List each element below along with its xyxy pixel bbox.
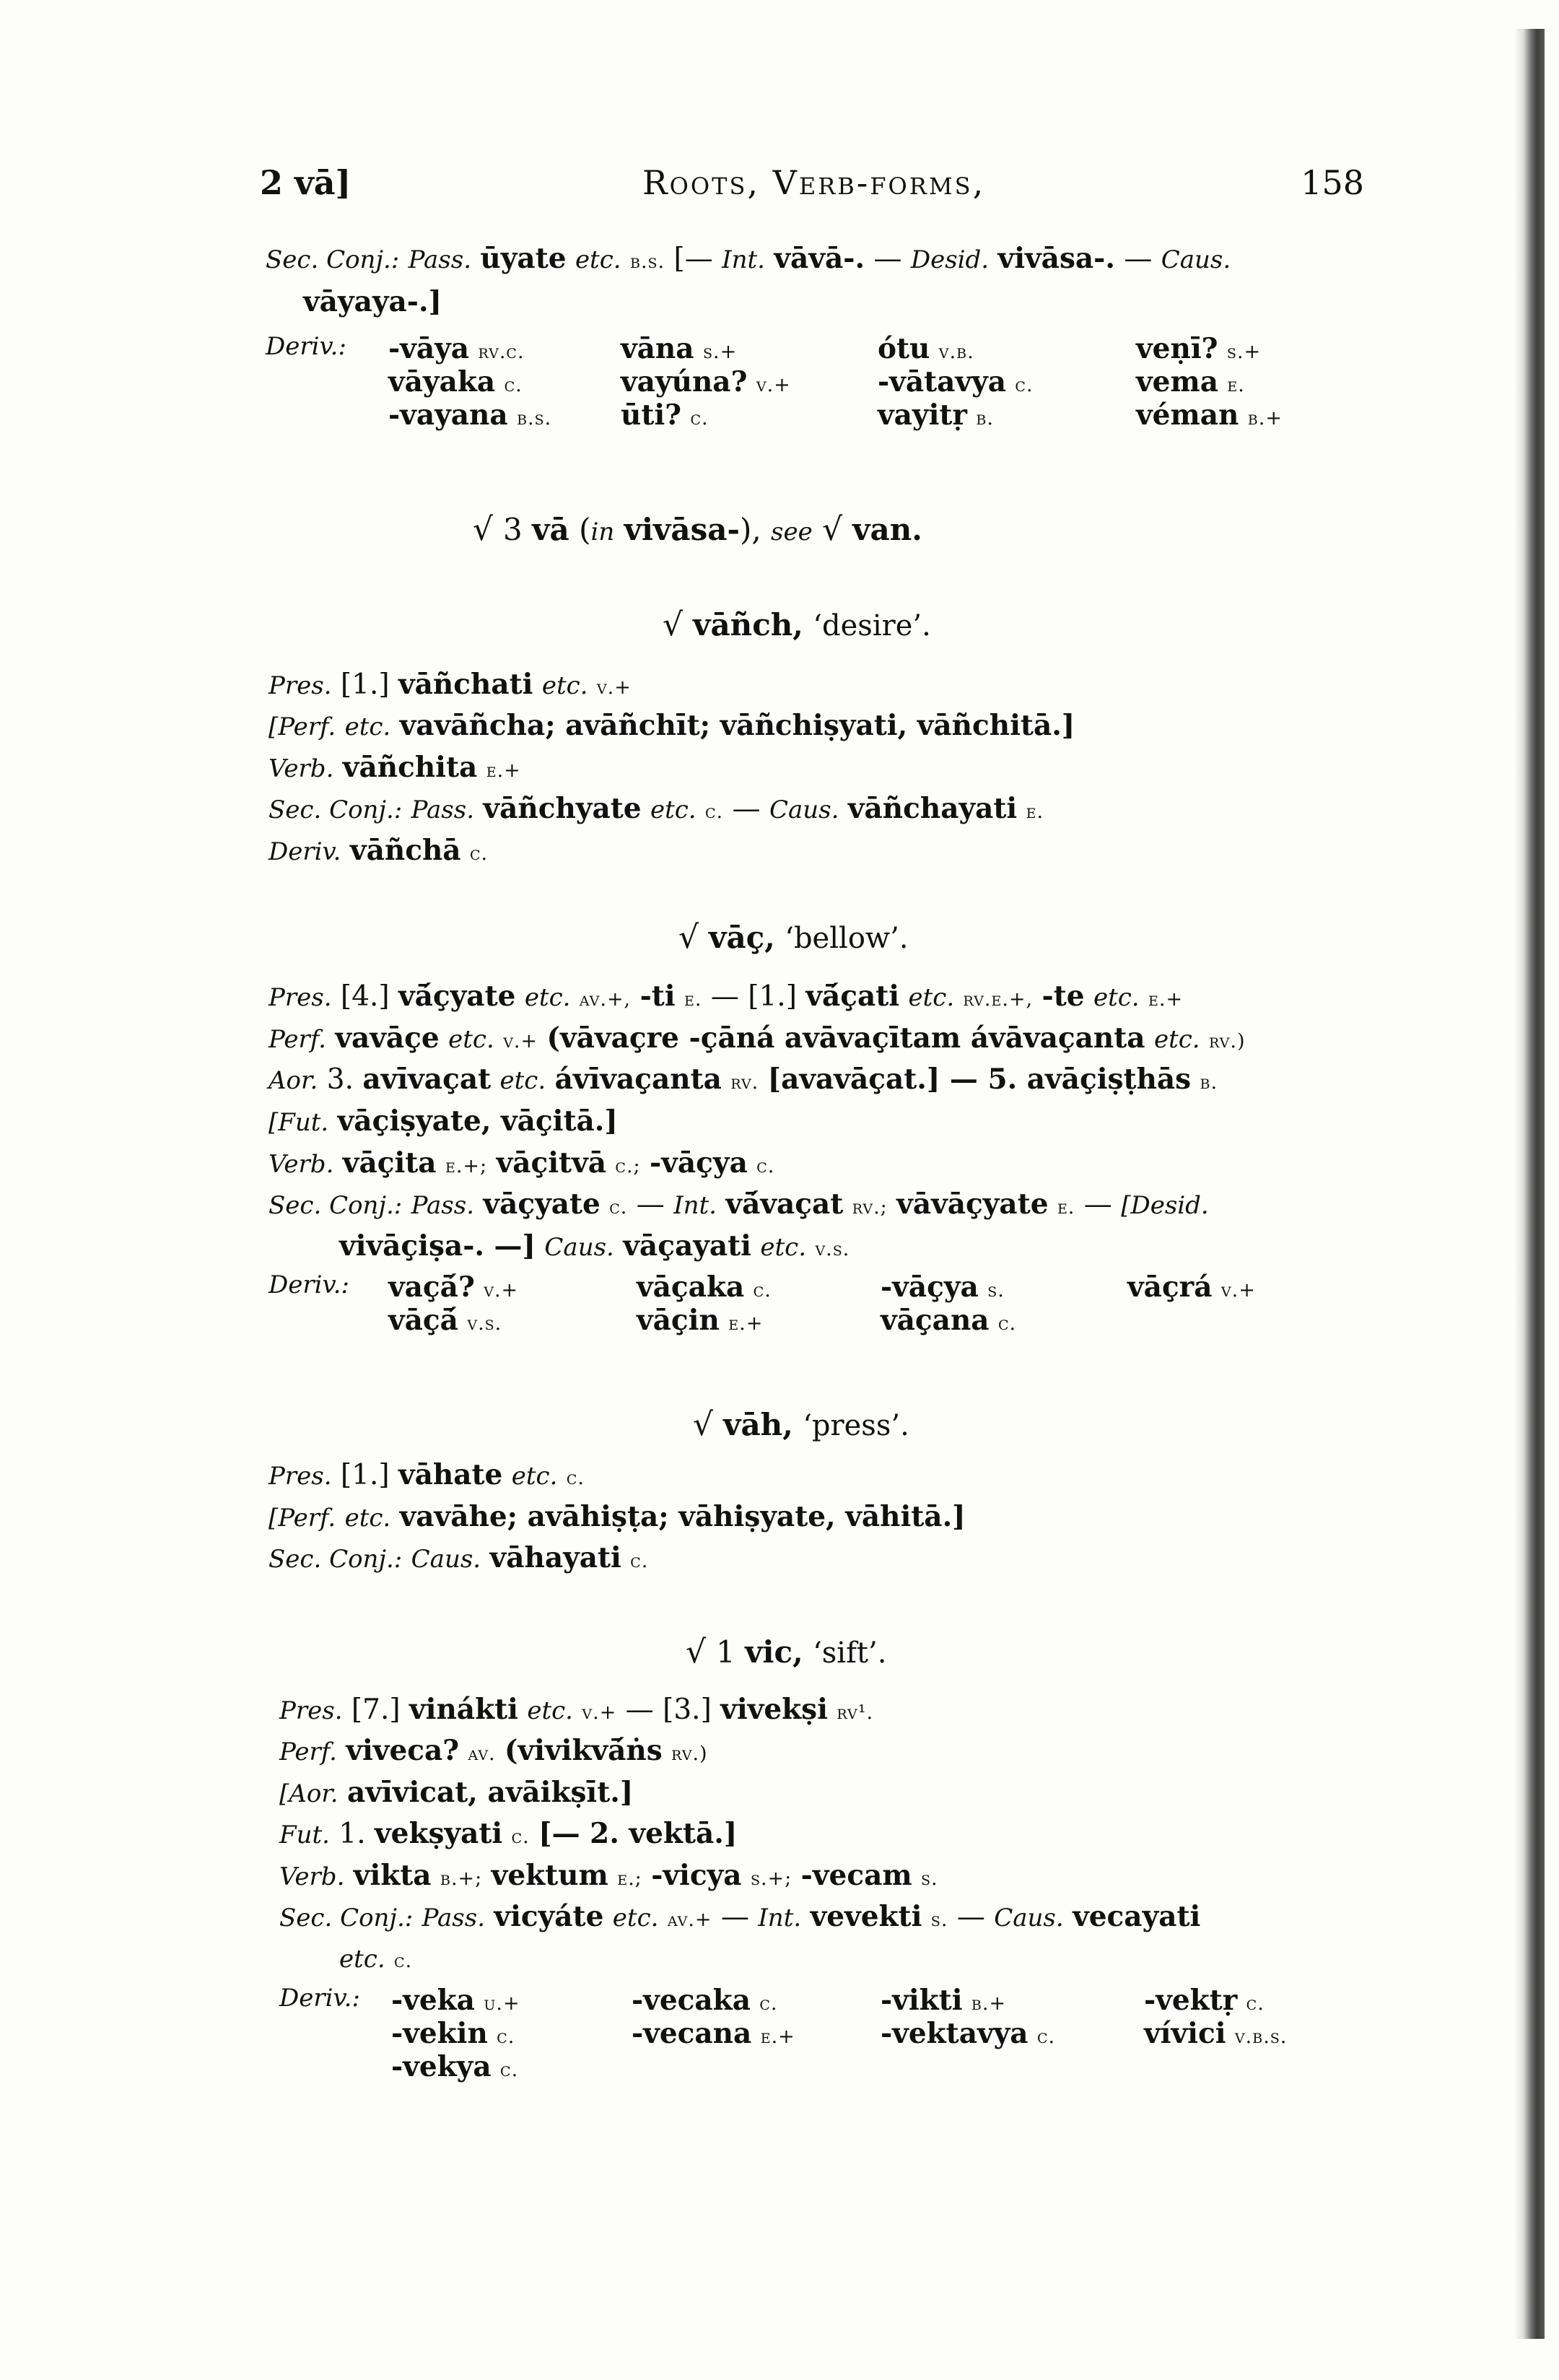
vac-aor: Aor. 3. avīvaçat etc. ávīvaçanta rv. [avavāçat.] — 5. avāçiṣṭhās b.	[268, 1063, 1218, 1096]
vanch-perf: [Perf. etc. vavāñcha; avāñchīt; vāñchiṣyati, vāñchitā.]	[268, 709, 1075, 742]
deriv-col-3: ótu v.b. -vātavya c. vayitṛ b.	[878, 332, 1034, 432]
deriv-col-4: vāçrá v.+	[1127, 1270, 1256, 1304]
root-sign-icon: √	[473, 511, 494, 548]
vic-aor: [Aor. avīvicat, avāikṣīt.]	[279, 1776, 634, 1809]
vac-secconj-cont: vivāçiṣa-. —] Caus. vāçayati etc. v.s.	[339, 1229, 850, 1263]
root-sign-icon: √	[822, 511, 843, 548]
vic-secconj-cont: etc. c.	[339, 1945, 413, 1974]
vac-secconj: Sec. Conj.: Pass. vāçyate c. — Int. vā́vaçat rv.; vāvāçyate e. — [Desid.	[268, 1187, 1209, 1221]
deriv-label: Deriv.:	[266, 332, 346, 361]
root-sign-icon: √	[693, 1406, 714, 1443]
vic-fut: Fut. 1. vekṣyati c. [— 2. vektā.]	[279, 1817, 738, 1850]
heading-vic: √ 1 vic, ‘sift’.	[686, 1634, 887, 1670]
deriv-col-4: veṇī? s.+ vema e. véman b.+	[1136, 332, 1283, 432]
book-spine-edge	[1514, 29, 1545, 2339]
deriv-table-vic	[279, 1984, 1362, 2114]
deriv-col-3: -vāçya s. vāçana c.	[881, 1270, 1017, 1337]
vanch-deriv: Deriv. vāñchā c.	[268, 834, 489, 867]
deriv-col-4: -vektṛ c. vívici v.b.s.	[1144, 1984, 1288, 2050]
vic-secconj: Sec. Conj.: Pass. vicyáte etc. av.+ — Int. vevekti s. — Caus. vecayati	[279, 1900, 1201, 1933]
deriv-col-1: vaçā́? v.+ vāçā́ v.s.	[388, 1270, 519, 1337]
vanch-verb: Verb. vāñchita e.+	[268, 751, 521, 784]
secconj-line-cont: vāyaya-.]	[303, 285, 442, 318]
deriv-col-3: -vikti b.+ -vektavya c.	[881, 1984, 1056, 2050]
vah-secconj: Sec. Conj.: Caus. vāhayati c.	[268, 1541, 649, 1574]
deriv-col-1: -veka u.+ -vekin c. -vekya c.	[391, 1984, 520, 2083]
heading-3va: √ 3 vā (in vivāsa-), see √ van.	[473, 511, 922, 548]
root-sign-icon: √	[678, 919, 699, 956]
heading-vac: √ vāç, ‘bellow’.	[678, 919, 909, 956]
vac-pres: Pres. [4.] vā́çyate etc. av.+, -ti e. — [1.] vā́çati etc. rv.e.+, -te etc. e.+	[268, 980, 1184, 1013]
vac-perf: Perf. vavāçe etc. v.+ (vāvaçre -çāná avāvaçītam ávāvaçanta etc. rv.)	[268, 1021, 1246, 1055]
vic-verb: Verb. vikta b.+; vektum e.; -vicya s.+; -vecam s.	[279, 1859, 938, 1892]
vic-pres: Pres. [7.] vinákti etc. v.+ — [3.] vivekṣi rv¹.	[279, 1693, 874, 1726]
heading-vah: √ vāh, ‘press’.	[693, 1406, 909, 1443]
deriv-col-2: -vecaka c. -vecana e.+	[632, 1984, 795, 2050]
deriv-col-2: vāçaka c. vāçin e.+	[637, 1270, 772, 1337]
header-left: 2 vā]	[260, 163, 351, 202]
header-title: Roots, Verb-forms,	[642, 163, 986, 202]
page-number: 158	[1301, 163, 1364, 202]
deriv-table-vac	[268, 1270, 1351, 1357]
heading-vanch: √ vāñch, ‘desire’.	[663, 606, 931, 643]
deriv-table-va	[266, 332, 1348, 462]
vic-perf: Perf. viveca? av. (vivikvā́ṅs rv.)	[279, 1734, 708, 1767]
deriv-label: Deriv.:	[268, 1270, 349, 1299]
vanch-pres: Pres. [1.] vāñchati etc. v.+	[268, 668, 632, 701]
running-header	[260, 163, 1364, 206]
deriv-col-2: vāna s.+ vayúna? v.+ ūti? c.	[621, 332, 791, 432]
root-sign-icon: √	[663, 606, 684, 643]
root-sign-icon: √	[686, 1634, 707, 1670]
vah-pres: Pres. [1.] vāhate etc. c.	[268, 1458, 585, 1491]
secconj-line: Sec. Conj.: Pass. ūyate etc. b.s. [— Int. vāvā-. — Desid. vivāsa-. — Caus.	[266, 242, 1231, 275]
deriv-label: Deriv.:	[279, 1984, 360, 2013]
vac-verb: Verb. vāçita e.+; vāçitvā c.; -vāçya c.	[268, 1146, 775, 1180]
vah-perf: [Perf. etc. vavāhe; avāhiṣṭa; vāhiṣyate, vāhitā.]	[268, 1500, 966, 1533]
deriv-col-1: -vāya rv.c. vāyaka c. -vayana b.s.	[388, 332, 552, 432]
vanch-secconj: Sec. Conj.: Pass. vāñchyate etc. c. — Caus. vāñchayati e.	[268, 792, 1044, 825]
vac-fut: [Fut. vāçiṣyate, vāçitā.]	[268, 1104, 618, 1138]
